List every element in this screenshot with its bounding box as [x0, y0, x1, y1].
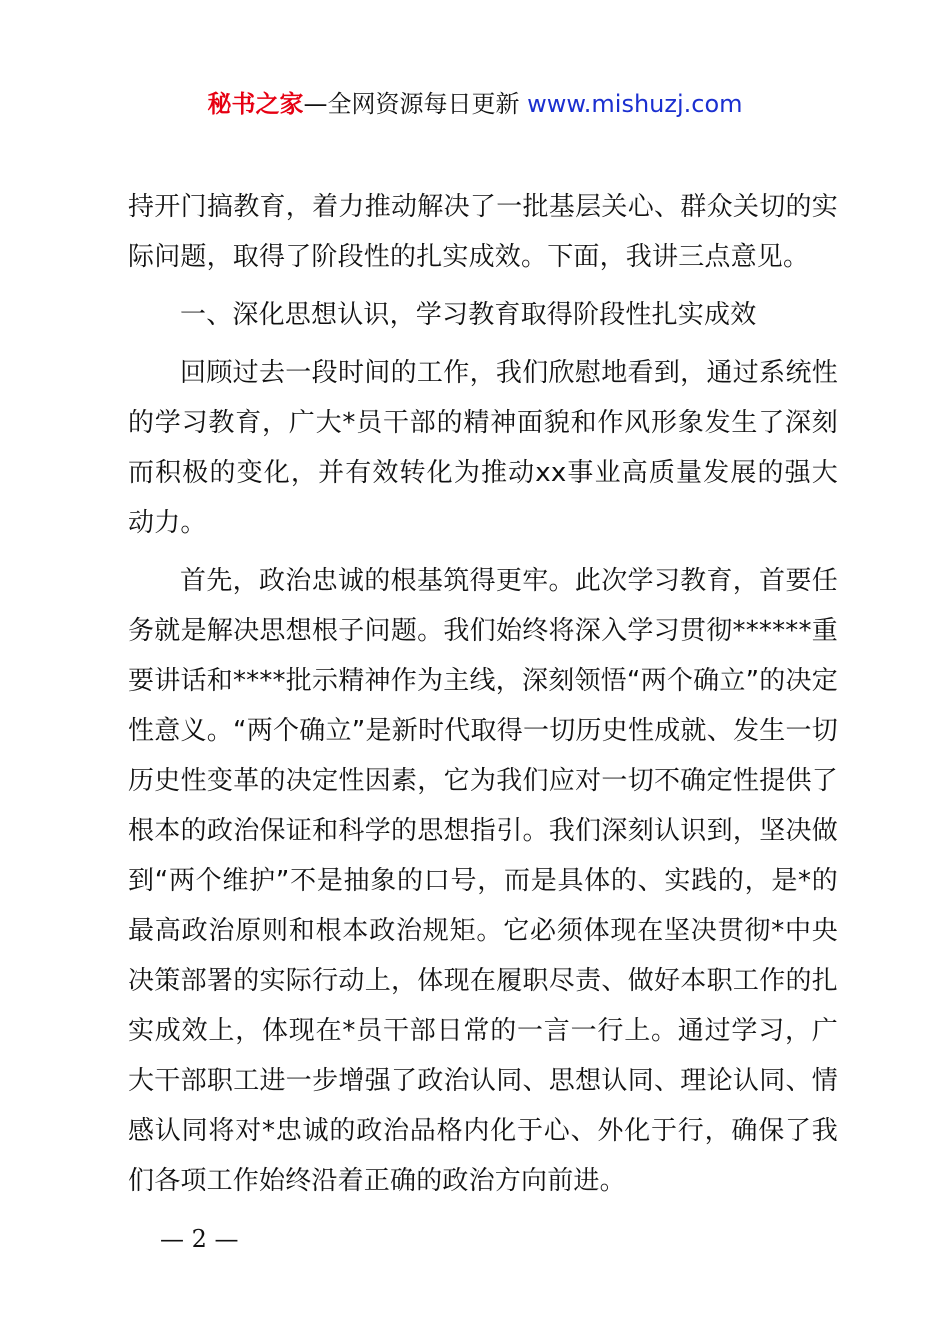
page-number: — 2 — [160, 1225, 239, 1253]
paragraph-review: 回顾过去一段时间的工作，我们欣慰地看到，通过系统性的学习教育，广大*员干部的精神面貌和作风形象发生了深刻而积极的变化，并有效转化为推动xx事业高质量发展的强大动力。 [128, 358, 838, 538]
paragraph-political-loyalty: 首先，政治忠诚的根基筑得更牢。此次学习教育，首要任务就是解决思想根子问题。我们始终将深入学习贯彻******重要讲话和****批示精神作为主线，深刻领悟“两个确立”的决定性意义。“两个确立”是新时代取得一切历史性成就、发生一切历史性变革的决定性因素，它为我们应对一切不确定性提供了根本的政治保证和科学的思想指引。我们深刻认识到，坚决做到“两个维护”不是抽象的口号，而是具体的、实践的，是*的最高政治原则和根本政治规矩。它必须体现在坚决贯彻*中央决策部署的实际行动上，体现在履职尽责、做好本职工作的扎实成效上，体现在*员干部日常的一言一行上。通过学习，广大干部职工进一步增强了政治认同、思想认同、理论认同、情感认同将对*忠诚的政治品格内化于心、外化于行，确保了我们各项工作始终沿着正确的政治方向前进。 [128, 566, 838, 1196]
brand-name: 秘书之家 [207, 90, 304, 118]
header-tagline: —全网资源每日更新 [303, 90, 528, 118]
section-heading: 一、深化思想认识，学习教育取得阶段性扎实成效 [180, 300, 757, 330]
site-url-link[interactable]: www.mishuzj.com [527, 90, 743, 118]
document-body [128, 182, 838, 1206]
site-header [0, 86, 950, 122]
paragraph-continuation: 持开门搞教育，着力推动解决了一批基层关心、群众关切的实际问题，取得了阶段性的扎实成效。下面，我讲三点意见。 [128, 192, 838, 272]
